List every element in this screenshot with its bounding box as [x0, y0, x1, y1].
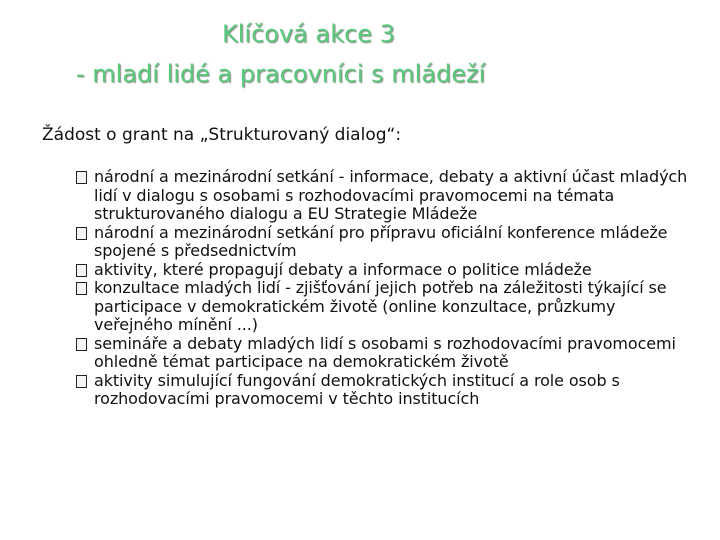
slide-title [0, 14, 720, 94]
bullet-item [76, 224, 696, 261]
bullet-item [76, 168, 696, 224]
slide-title-line-1 [0, 14, 720, 54]
bullet-item [76, 279, 696, 335]
bullet-item-text: aktivity simulující fungování demokratických institucí a role osob s rozhodovacími pravomocemi v těchto institucích [94, 370, 620, 408]
bullet-item [76, 335, 696, 372]
bullet-item [76, 372, 696, 409]
bullet-item-text: národní a mezinárodní setkání - informace, debaty a aktivní účast mladých lidí v dialogu s osobami s rozhodovacími pravomocemi na témata strukturovaného dialogu a EU Strategie Mládeže [94, 167, 688, 223]
bullet-item [76, 261, 696, 280]
missing-glyph-box-icon [76, 282, 87, 295]
bullet-item-text: národní a mezinárodní setkání pro přípravu oficiální konference mládeže spojené s předsednictvím [94, 222, 668, 260]
missing-glyph-box-icon [76, 227, 87, 240]
slide-title-line-2-text: - mladí lidé a pracovníci s mládeží [76, 60, 486, 88]
missing-glyph-box-icon [76, 171, 87, 184]
missing-glyph-box-icon [76, 264, 87, 277]
slide-title-line-2 [0, 54, 720, 94]
bullet-list [76, 168, 696, 409]
intro-text: Žádost o grant na „Strukturovaný dialog“: [42, 125, 402, 145]
missing-glyph-box-icon [76, 338, 87, 351]
bullet-item-text: konzultace mladých lidí - zjišťování jejich potřeb na záležitosti týkající se participace v demokratickém životě (online konzultace, průzkumy veřejného mínění ...) [94, 278, 667, 334]
missing-glyph-box-icon [76, 375, 87, 388]
slide-title-line-1-text: Klíčová akce 3 [222, 20, 395, 48]
bullet-item-text: aktivity, které propagují debaty a informace o politice mládeže [94, 259, 592, 279]
bullet-item-text: semináře a debaty mladých lidí s osobami s rozhodovacími pravomocemi ohledně témat participace na demokratickém životě [94, 333, 676, 371]
